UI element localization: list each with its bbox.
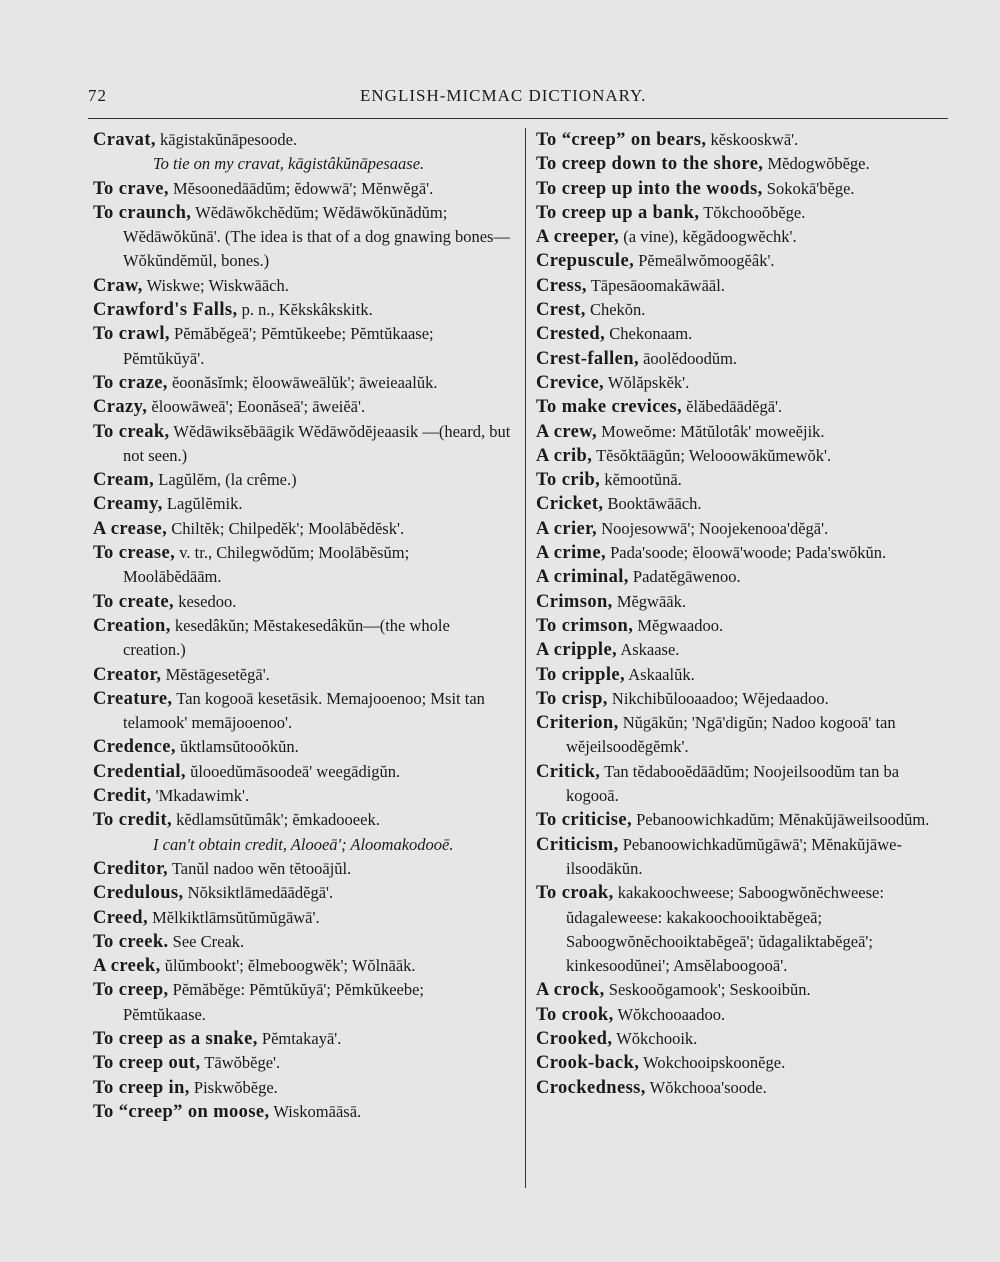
headword: Credit, (93, 786, 152, 807)
headword: To crib, (536, 470, 601, 491)
dictionary-entry (536, 978, 954, 1002)
headword: To “creep” on bears, (536, 130, 707, 150)
definition: Padatĕgāwenoo. (632, 567, 741, 587)
dictionary-entry (536, 322, 954, 346)
definition: Seskooŏgamook'; Seskooibŭn. (608, 980, 811, 1000)
headword: To creep up a bank, (536, 202, 700, 223)
definition: Askaase. (620, 640, 680, 660)
headword: To crease, (93, 543, 176, 564)
definition: Wĕdāwiksĕbāāgik Wĕdāwŏdĕjeaasik —(heard, but not seen.) (123, 421, 511, 465)
headword: A crease, (93, 518, 168, 539)
definition: Wŏkchooaadoo. (617, 1004, 726, 1024)
dictionary-entry (93, 322, 511, 371)
dictionary-entry (536, 590, 954, 614)
dictionary-entry (536, 249, 954, 273)
dictionary-entry (536, 371, 954, 395)
dictionary-entry (536, 420, 954, 444)
definition: (a vine), kĕgădoogwĕchk'. (623, 227, 797, 247)
dictionary-entry (536, 128, 954, 152)
definition: v. tr., Chilegwŏdŭm; Moolābĕsŭm; Moolābĕdāām. (123, 543, 410, 587)
left-column (93, 128, 511, 1124)
definition: Pebanoowichkadŭm; Mĕnakŭjāweilsoodŭm. (636, 810, 930, 830)
headword: Creator, (93, 664, 162, 685)
dictionary-entry (536, 1076, 954, 1100)
dictionary-entry (536, 468, 954, 492)
definition: Pada'soode; ĕloowā'woode; Pada'swŏkŭn. (610, 543, 887, 563)
headword: Cress, (536, 275, 587, 296)
dictionary-entry (536, 541, 954, 565)
dictionary-entry (93, 274, 511, 298)
column-divider (525, 128, 526, 1188)
headword: To credit, (93, 810, 173, 831)
headword: Creditor, (93, 858, 169, 879)
headword: To “creep” on moose, (93, 1101, 270, 1122)
definition: Piskwŏbĕge. (193, 1077, 278, 1097)
definition: ĕlăbedāādĕgā'. (686, 397, 783, 417)
definition: kĕdlamsŭtŭmâk'; ĕmkadooeek. (176, 810, 380, 830)
headword: To creak, (93, 421, 170, 442)
dictionary-entry (93, 760, 511, 784)
header-rule (88, 118, 948, 119)
definition: kāgistakŭnāpesoode. (160, 130, 298, 149)
headword: Credulous, (93, 883, 184, 904)
definition: 'Mkadawimk'. (155, 786, 250, 806)
dictionary-entry (536, 1003, 954, 1027)
dictionary-entry (93, 492, 511, 516)
definition: Moweŏme: Mătŭlotâk' moweĕjik. (601, 421, 825, 441)
headword: To crimson, (536, 615, 634, 636)
dictionary-entry (93, 784, 511, 808)
dictionary-entry (536, 395, 954, 419)
right-column (536, 128, 954, 1100)
headword: To criticise, (536, 810, 632, 831)
dictionary-entry (93, 906, 511, 930)
headword: Criticism, (536, 834, 619, 855)
dictionary-entry (93, 1051, 511, 1075)
definition: Mĕsoonedāādŭm; ĕdowwā'; Mĕnwĕgā'. (173, 178, 434, 198)
definition: ŭktlamsŭtooŏkŭn. (180, 737, 299, 757)
headword: To crisp, (536, 688, 608, 709)
headword: Cricket, (536, 494, 604, 515)
dictionary-entry (536, 177, 954, 201)
dictionary-entry (93, 128, 511, 152)
headword: To create, (93, 591, 175, 612)
dictionary-entry (93, 1100, 511, 1124)
definition: Mĕstāgesetĕgā'. (165, 664, 270, 684)
headword: Crested, (536, 324, 606, 345)
dictionary-entry (536, 687, 954, 711)
dictionary-entry (536, 492, 954, 516)
definition: Mĕdogwŏbĕge. (767, 154, 870, 174)
definition: Pĕmăbĕge: Pĕmtŭkŭyā'; Pĕmkŭkeebe; Pĕmtŭkaase. (123, 980, 424, 1024)
dictionary-entry (93, 420, 511, 469)
headword: Criterion, (536, 713, 619, 734)
headword: Cream, (93, 470, 155, 491)
dictionary-entry (93, 735, 511, 759)
dictionary-entry (93, 954, 511, 978)
definition: Askaalŭk. (628, 664, 695, 684)
headword: To crook, (536, 1004, 614, 1025)
definition: Chekŏn. (589, 300, 646, 320)
definition: Wŏkchooa'soode. (649, 1077, 767, 1097)
definition: Nŏksiktlāmedāādĕgā'. (187, 883, 334, 903)
definition: Mĕlkiktlāmsŭtŭmŭgāwā'. (152, 907, 320, 927)
definition: See Creak. (172, 931, 245, 951)
headword: To creep out, (93, 1053, 201, 1074)
definition: Tāpesāoomakāwāāl. (590, 275, 725, 295)
headword: To creep down to the shore, (536, 154, 764, 175)
definition: I can't obtain credit, Alooeā'; Aloomakodooē. (153, 834, 454, 854)
dictionary-entry (536, 614, 954, 638)
headword: A cripple, (536, 640, 618, 661)
headword: A crime, (536, 543, 606, 564)
definition: Pĕmăbĕgeā'; Pĕmtŭkeebe; Pĕmtŭkaase; Pĕmtŭkŭyā'. (123, 324, 434, 368)
headword: To creep in, (93, 1077, 190, 1098)
dictionary-entry (536, 274, 954, 298)
definition: kĕskooskwā'. (710, 130, 799, 149)
dictionary-entry (536, 638, 954, 662)
definition: kesedâkŭn; Mĕstakesedâkŭn—(the whole creation.) (123, 615, 450, 660)
definition: ĕloowāweā'; Eoonăseā'; āweiĕā'. (151, 397, 366, 417)
dictionary-entry (93, 1027, 511, 1051)
definition: Wiskomāāsā. (273, 1101, 362, 1121)
headword: Crook-back, (536, 1053, 640, 1074)
headword: A crock, (536, 980, 605, 1001)
definition: Chekonaam. (609, 324, 693, 344)
definition: Booktāwāāch. (607, 494, 702, 514)
headword: Crockedness, (536, 1077, 646, 1098)
headword: To craze, (93, 372, 168, 393)
definition: ŭlŭmbookt'; ĕlmeboogwĕk'; Wŏlnāāk. (164, 956, 416, 976)
definition: p. n., Kĕkskâkskitk. (241, 300, 373, 320)
headword: To croak, (536, 883, 614, 904)
headword: Cravat, (93, 130, 156, 150)
dictionary-entry (93, 152, 511, 176)
page-header (88, 86, 948, 112)
definition: āoolĕdoodŭm. (643, 348, 738, 368)
headword: Crest-fallen, (536, 348, 639, 369)
definition: Lagŭlĕm, (la crême.) (158, 470, 297, 490)
dictionary-entry (93, 833, 511, 857)
headword: To craunch, (93, 202, 192, 223)
definition: Tanŭl nadoo wĕn tĕtooājŭl. (171, 858, 352, 878)
headword: A crib, (536, 445, 593, 466)
dictionary-entry (93, 371, 511, 395)
headword: Crest, (536, 300, 586, 321)
definition: Wiskwe; Wiskwāāch. (146, 275, 289, 295)
dictionary-entry (536, 881, 954, 978)
dictionary-entry (536, 517, 954, 541)
headword: A creeper, (536, 227, 620, 248)
dictionary-entry (536, 833, 954, 882)
dictionary-entry (536, 760, 954, 809)
headword: To crawl, (93, 324, 170, 345)
definition: Tāwŏbĕge'. (204, 1053, 281, 1073)
definition: To tie on my cravat, kāgistâkŭnāpesaase. (153, 154, 425, 174)
headword: A criminal, (536, 567, 629, 588)
headword: Crooked, (536, 1028, 613, 1049)
headword: A crier, (536, 518, 598, 539)
headword: A creek, (93, 956, 161, 977)
dictionary-entry (93, 517, 511, 541)
dictionary-entry (536, 565, 954, 589)
dictionary-entry (536, 663, 954, 687)
headword: Credential, (93, 761, 186, 782)
dictionary-entry (93, 298, 511, 322)
definition: Tĕsŏktāāgŭn; Welooowākŭmewŏk'. (596, 445, 832, 465)
headword: Crazy, (93, 397, 148, 418)
definition: Wĕdāwŏkchĕdŭm; Wĕdāwŏkŭnădŭm; Wĕdāwŏkŭnā'. (The idea is that of a dog gnawing bones—Wŏkŭndĕmŭl, bones.) (123, 202, 510, 271)
dictionary-entry (93, 201, 511, 274)
definition: Sokokā'bĕge. (766, 178, 855, 198)
dictionary-entry (93, 978, 511, 1027)
dictionary-entry (93, 395, 511, 419)
dictionary-entry (536, 711, 954, 760)
dictionary-entry (536, 201, 954, 225)
page-number: 72 (88, 86, 107, 105)
dictionary-entry (93, 930, 511, 954)
definition: Pĕmtakayā'. (261, 1028, 342, 1048)
definition: ĕoonăsĭmk; ĕloowāweālŭk'; āweieaalŭk. (171, 372, 438, 392)
headword: Creation, (93, 615, 171, 636)
definition: Wŏlăpskĕk'. (607, 372, 690, 392)
dictionary-entry (93, 614, 511, 663)
definition: Pĕmeālwŏmoogĕâk'. (638, 251, 775, 271)
headword: To creek. (93, 931, 169, 952)
definition: Nŭgākŭn; 'Ngā'digŭn; Nadoo kogooā' tan wĕjeilsoodĕgĕmk'. (566, 713, 896, 757)
headword: To creep, (93, 980, 169, 1001)
headword: Craw, (93, 275, 143, 296)
headword: Credence, (93, 737, 176, 758)
dictionary-entry (536, 347, 954, 371)
dictionary-entry (93, 881, 511, 905)
headword: Creamy, (93, 494, 163, 515)
headword: Creature, (93, 688, 173, 709)
definition: kakakoochweese; Saboogwŏnĕchweese: ŭdagaleweese: kakakoochooiktabĕgeā; Saboogwŏnĕchooiktabĕgeā'; ŭdagaliktabĕgeā'; kinkesoodŭnei'; Amsĕlaboogooā'. (566, 883, 884, 976)
dictionary-entry (93, 808, 511, 832)
definition: Mĕgwāāk. (616, 591, 686, 611)
headword: A crew, (536, 421, 598, 442)
definition: Nikchibŭlooaadoo; Wĕjedaadoo. (611, 688, 829, 708)
dictionary-entry (536, 808, 954, 832)
definition: Mĕgwaadoo. (637, 615, 724, 635)
definition: Tŏkchooŏbĕge. (703, 202, 806, 222)
definition: Wŏkchooik. (616, 1028, 698, 1048)
definition: Wokchooipskoonĕge. (643, 1053, 786, 1073)
definition: Noojesowwā'; Noojekenooa'dĕgā'. (601, 518, 829, 538)
definition: Pebanoowichkadŭmŭgāwā'; Mĕnakŭjāwe-ilsoodākŭn. (566, 834, 902, 878)
dictionary-entry (536, 225, 954, 249)
headword: Crepuscule, (536, 251, 635, 272)
dictionary-entry (93, 1076, 511, 1100)
headword: To cripple, (536, 664, 626, 685)
dictionary-entry (536, 1051, 954, 1075)
dictionary-entry (536, 444, 954, 468)
running-title: ENGLISH-MICMAC DICTIONARY. (360, 86, 647, 105)
headword: To creep as a snake, (93, 1028, 258, 1049)
dictionary-entry (93, 541, 511, 590)
headword: Crawford's Falls, (93, 300, 238, 321)
dictionary-entry (93, 177, 511, 201)
headword: Crimson, (536, 591, 613, 612)
dictionary-entry (536, 298, 954, 322)
definition: ŭlooedŭmāsoodeā' weegādigŭn. (190, 761, 401, 781)
dictionary-entry (93, 590, 511, 614)
headword: To crave, (93, 178, 169, 199)
definition: kĕmootŭnā. (604, 470, 682, 490)
headword: Critick, (536, 761, 601, 782)
dictionary-entry (93, 663, 511, 687)
definition: Tan tĕdabooĕdāādŭm; Noojeilsoodŭm tan ba kogooā. (566, 761, 900, 806)
definition: kesedoo. (178, 591, 237, 611)
definition: Lagŭlĕmik. (166, 494, 243, 514)
headword: To make crevices, (536, 397, 683, 418)
headword: To creep up into the woods, (536, 178, 763, 199)
dictionary-entry (536, 1027, 954, 1051)
headword: Crevice, (536, 372, 605, 393)
dictionary-entry (93, 857, 511, 881)
dictionary-entry (93, 468, 511, 492)
dictionary-entry (536, 152, 954, 176)
definition: Chiltĕk; Chilpedĕk'; Moolābĕdĕsk'. (171, 518, 405, 538)
headword: Creed, (93, 907, 148, 928)
definition: Tan kogooā kesetāsik. Memajooenoo; Msit tan telamook' memājooenoo'. (123, 688, 485, 733)
dictionary-entry (93, 687, 511, 736)
